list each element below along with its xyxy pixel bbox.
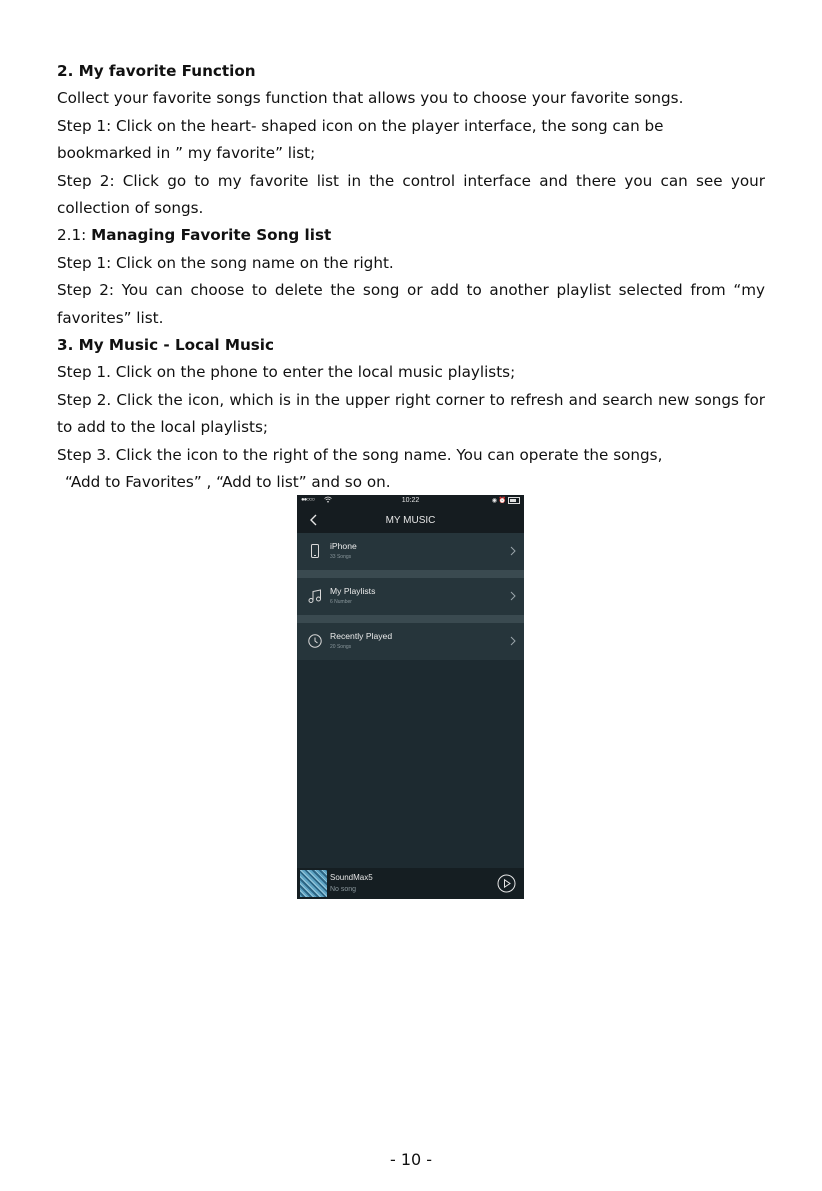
manual-text	[57, 58, 765, 497]
paragraph: “Add to Favorites” , “Add to list” and so on.	[65, 473, 391, 492]
subsection-number: 2.1:	[57, 226, 92, 245]
chevron-right-icon	[509, 545, 517, 557]
menu-item-recently-played[interactable]	[297, 623, 524, 660]
paragraph: Step 2: You can choose to delete the song or add to another playlist selected from “my	[57, 281, 765, 300]
song-title: No song	[330, 886, 357, 893]
signal-dots: ●●○○○	[301, 497, 315, 503]
menu-item-title: My Playlists	[330, 586, 376, 596]
menu-item-title: Recently Played	[330, 631, 393, 641]
page-number: - 10 -	[389, 1150, 433, 1169]
status-bar	[297, 495, 524, 507]
paragraph: Step 1. Click on the phone to enter the local music playlists;	[57, 363, 516, 382]
subsection-title: Managing Favorite Song list	[91, 226, 332, 245]
phone-icon	[307, 543, 323, 559]
nav-bar	[297, 507, 524, 533]
status-time: 10:22	[401, 497, 420, 504]
menu-item-subtitle: 6 Number	[330, 599, 352, 605]
chevron-right-icon	[509, 635, 517, 647]
clock-icon	[307, 633, 323, 649]
page-title: MY MUSIC	[385, 515, 436, 526]
paragraph: Step 3. Click the icon to the right of the song name. You can operate the songs,	[57, 445, 663, 464]
music-note-icon	[307, 588, 323, 604]
play-icon[interactable]	[497, 874, 516, 893]
paragraph: to add to the local playlists;	[57, 418, 269, 437]
paragraph: collection of songs.	[57, 199, 204, 218]
section-heading-my-music: 3. My Music - Local Music	[57, 336, 275, 355]
paragraph: Step 2: Click go to my favorite list in the control interface and there you can see your	[57, 171, 765, 190]
device-name: SoundMax5	[330, 873, 373, 882]
album-art	[300, 870, 327, 897]
menu-item-subtitle: 33 Songs	[330, 554, 352, 560]
rotation-lock-icon: ◉	[491, 498, 498, 505]
paragraph: Step 1: Click on the song name on the right.	[57, 253, 394, 272]
paragraph: bookmarked in ” my favorite” list;	[57, 144, 316, 163]
chevron-right-icon	[509, 590, 517, 602]
paragraph: favorites” list.	[57, 308, 164, 327]
menu-item-subtitle: 20 Songs	[330, 644, 352, 650]
mini-player[interactable]	[297, 868, 524, 899]
divider	[297, 570, 524, 578]
menu-item-iphone[interactable]	[297, 533, 524, 570]
alarm-icon: ⏰	[498, 498, 507, 505]
section-heading-favorite: 2. My favorite Function	[57, 62, 256, 80]
menu-item-my-playlists[interactable]	[297, 578, 524, 615]
subsection-heading	[57, 222, 765, 249]
battery-icon	[508, 497, 520, 504]
paragraph: Step 2. Click the icon, which is in the upper right corner to refresh and search new songs for	[57, 390, 765, 409]
menu-item-title: iPhone	[330, 541, 357, 551]
phone-screenshot	[297, 495, 524, 899]
system-icons	[492, 497, 520, 504]
paragraph: Collect your favorite songs function that allows you to choose your favorite songs.	[57, 89, 684, 108]
divider	[297, 615, 524, 623]
paragraph: Step 1: Click on the heart- shaped icon on the player interface, the song can be	[57, 116, 664, 135]
